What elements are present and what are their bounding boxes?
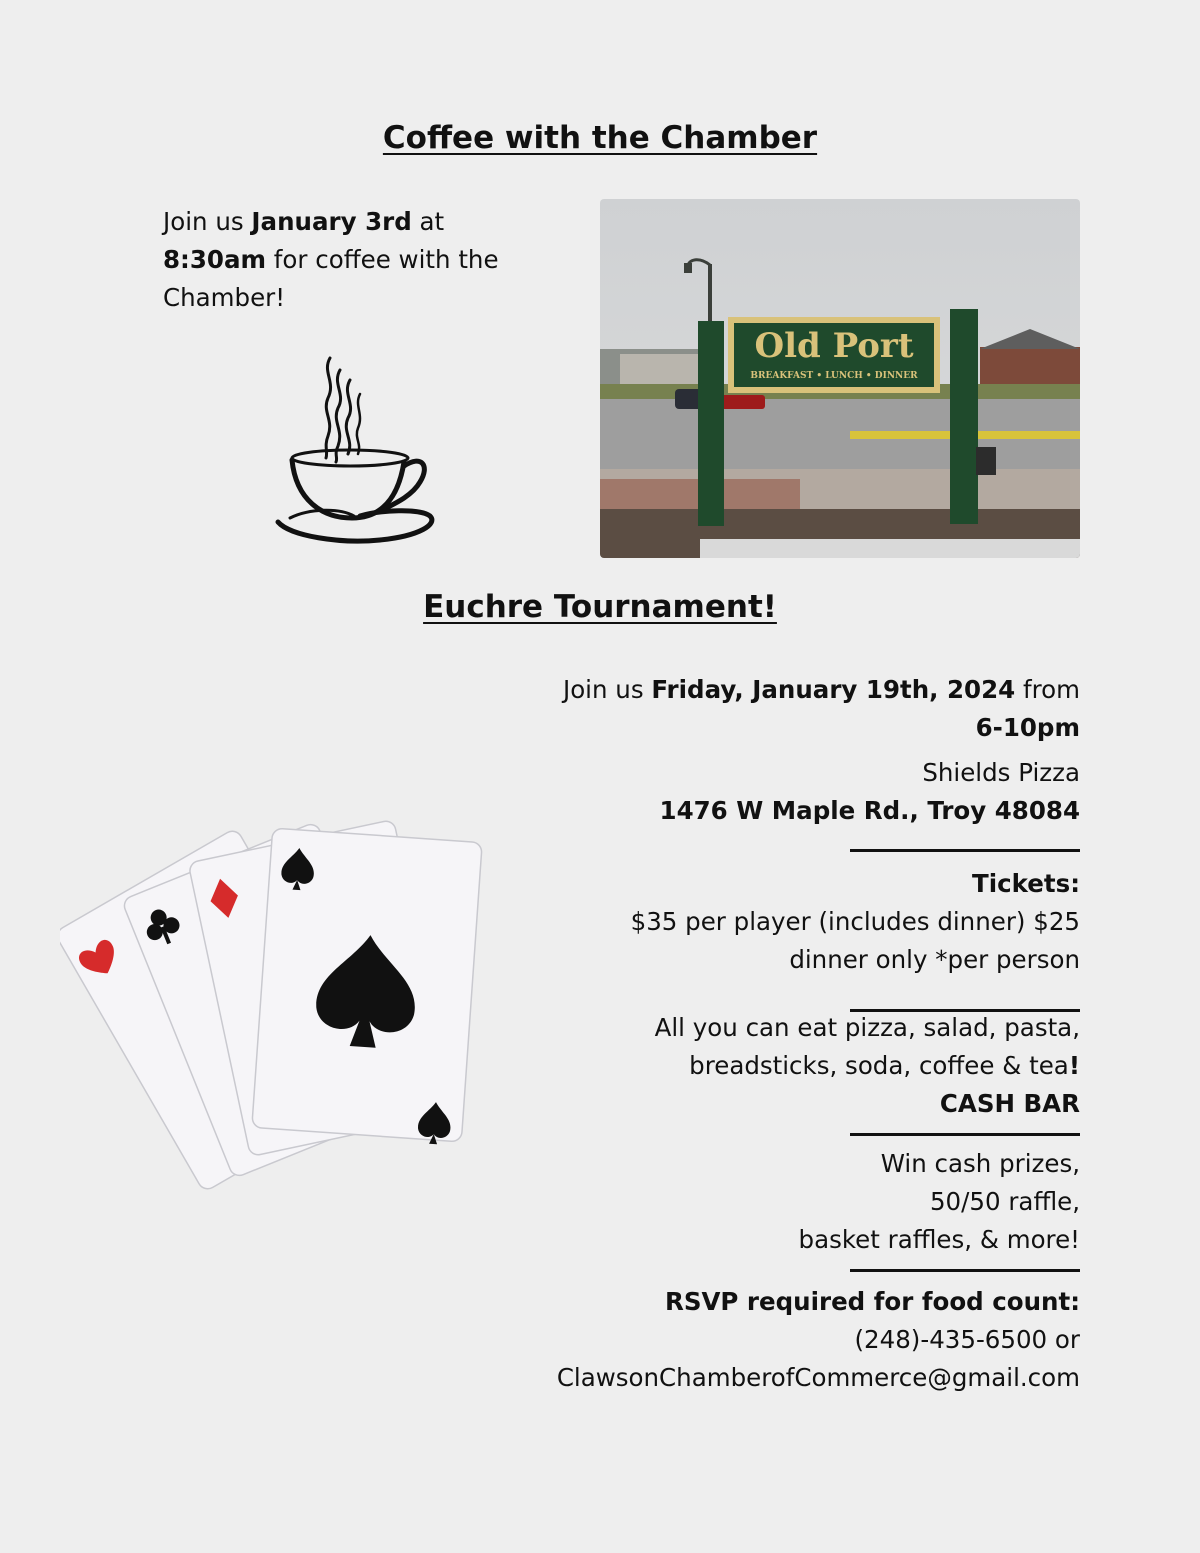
rsvp-phone[interactable]: (248)-435-6500 or <box>854 1325 1080 1354</box>
prizes-line3: basket raffles, & more! <box>798 1225 1080 1254</box>
tickets-block <box>460 865 1080 979</box>
food-block <box>460 1009 1080 1123</box>
venue-address: 1476 W Maple Rd., Troy 48084 <box>659 796 1080 825</box>
when-pre: Join us <box>562 675 652 704</box>
coffee-date: January 3rd <box>251 207 412 236</box>
playing-cards-aces-icon <box>60 810 490 1200</box>
divider <box>850 1269 1080 1272</box>
rsvp-block <box>460 1283 1080 1397</box>
coffee-cup-icon <box>270 350 440 550</box>
venue-block <box>460 754 1080 830</box>
when-time: 6-10pm <box>975 713 1080 742</box>
cash-bar: CASH BAR <box>939 1089 1080 1118</box>
tickets-label: Tickets: <box>972 869 1080 898</box>
coffee-intro-at: at <box>411 207 445 236</box>
sign-name: Old Port <box>754 326 914 366</box>
tickets-line2: dinner only *per person <box>789 945 1080 974</box>
rsvp-email[interactable]: ClawsonChamberofCommerce@gmail.com <box>556 1363 1080 1392</box>
coffee-time: 8:30am <box>163 245 267 274</box>
prizes-line2: 50/50 raffle, <box>929 1187 1080 1216</box>
coffee-intro-post: for coffee with the Chamber! <box>163 245 499 312</box>
food-line2: breadsticks, soda, coffee & tea <box>689 1051 1069 1080</box>
tickets-line1: $35 per player (includes dinner) $25 <box>630 907 1080 936</box>
food-line1: All you can eat pizza, salad, pasta, <box>654 1013 1080 1042</box>
when-from: from <box>1015 675 1080 704</box>
sign-tagline: BREAKFAST • LUNCH • DINNER <box>750 371 918 381</box>
prizes-block <box>460 1145 1080 1259</box>
divider <box>850 1133 1080 1136</box>
prizes-line1: Win cash prizes, <box>880 1149 1080 1178</box>
venue-name: Shields Pizza <box>922 758 1080 787</box>
coffee-intro-pre: Join us <box>163 207 252 236</box>
euchre-when <box>460 671 1080 747</box>
rsvp-label: RSVP required for food count: <box>664 1287 1080 1316</box>
when-date: Friday, January 19th, 2024 <box>651 675 1016 704</box>
divider <box>850 849 1080 852</box>
coffee-intro <box>163 203 523 317</box>
coffee-title: Coffee with the Chamber <box>382 120 818 156</box>
food-bang: ! <box>1068 1051 1080 1080</box>
euchre-title: Euchre Tournament! <box>423 589 777 625</box>
old-port-photo <box>600 199 1080 558</box>
